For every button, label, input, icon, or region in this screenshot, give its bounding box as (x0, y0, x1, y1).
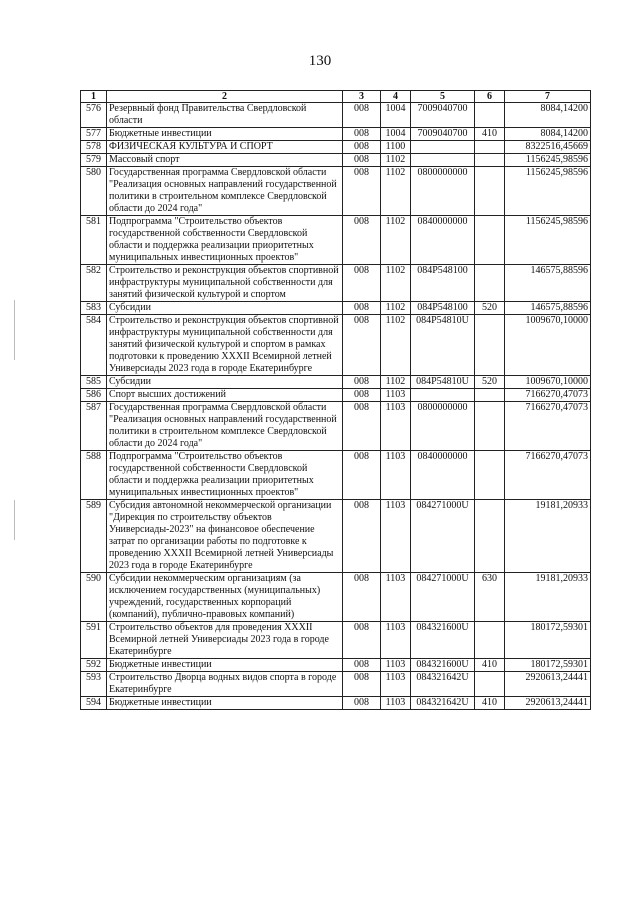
item-name: Бюджетные инвестиции (107, 697, 343, 710)
expense-type-code: 520 (475, 302, 505, 315)
target-article-code (411, 154, 475, 167)
table-row (81, 141, 591, 154)
ministry-code: 008 (343, 128, 381, 141)
expense-type-code (475, 167, 505, 216)
item-name: Бюджетные инвестиции (107, 128, 343, 141)
table-row (81, 389, 591, 402)
section-code: 1100 (381, 141, 411, 154)
row-number: 591 (81, 622, 107, 659)
ministry-code: 008 (343, 154, 381, 167)
item-name: Подпрограмма "Строительство объектов государственной собственности Свердловской области и поддержка реализации приоритетных муниципальных инвестиционных проектов" (107, 451, 343, 500)
margin-mark (14, 300, 15, 360)
section-code: 1103 (381, 500, 411, 573)
section-code: 1102 (381, 315, 411, 376)
ministry-code: 008 (343, 389, 381, 402)
section-code: 1103 (381, 573, 411, 622)
table-row (81, 500, 591, 573)
section-code: 1103 (381, 622, 411, 659)
table-row (81, 315, 591, 376)
target-article-code: 084321642U (411, 672, 475, 697)
header-row (81, 91, 591, 103)
target-article-code: 7009040700 (411, 128, 475, 141)
section-code: 1102 (381, 216, 411, 265)
row-number: 577 (81, 128, 107, 141)
ministry-code: 008 (343, 402, 381, 451)
target-article-code: 7009040700 (411, 103, 475, 128)
table-row (81, 265, 591, 302)
expense-type-code (475, 103, 505, 128)
table-row (81, 128, 591, 141)
section-code: 1102 (381, 265, 411, 302)
amount: 1156245,98596 (505, 167, 591, 216)
expense-type-code (475, 154, 505, 167)
target-article-code: 084321600U (411, 659, 475, 672)
item-name: Субсидии некоммерческим организациям (за исключением государственных (муниципальных) учреждений, государственных корпораций (компаний), публично-правовых компаний) (107, 573, 343, 622)
target-article-code (411, 389, 475, 402)
amount: 180172,59301 (505, 659, 591, 672)
ministry-code: 008 (343, 659, 381, 672)
table-body (81, 103, 591, 710)
item-name: ФИЗИЧЕСКАЯ КУЛЬТУРА И СПОРТ (107, 141, 343, 154)
row-number: 592 (81, 659, 107, 672)
ministry-code: 008 (343, 216, 381, 265)
expense-type-code: 630 (475, 573, 505, 622)
amount: 19181,20933 (505, 573, 591, 622)
amount: 8084,14200 (505, 128, 591, 141)
table-row (81, 302, 591, 315)
item-name: Резервный фонд Правительства Свердловской области (107, 103, 343, 128)
target-article-code: 0800000000 (411, 167, 475, 216)
item-name: Субсидии (107, 302, 343, 315)
row-number: 578 (81, 141, 107, 154)
table-row (81, 376, 591, 389)
expense-type-code: 410 (475, 128, 505, 141)
row-number: 588 (81, 451, 107, 500)
section-code: 1103 (381, 451, 411, 500)
page-number: 130 (308, 53, 332, 69)
ministry-code: 008 (343, 697, 381, 710)
table-row (81, 622, 591, 659)
row-number: 587 (81, 402, 107, 451)
item-name: Строительство Дворца водных видов спорта в городе Екатеринбурге (107, 672, 343, 697)
ministry-code: 008 (343, 103, 381, 128)
amount: 2920613,24441 (505, 672, 591, 697)
amount: 146575,88596 (505, 265, 591, 302)
row-number: 589 (81, 500, 107, 573)
ministry-code: 008 (343, 573, 381, 622)
section-code: 1004 (381, 128, 411, 141)
table-row (81, 154, 591, 167)
amount: 146575,88596 (505, 302, 591, 315)
expense-type-code (475, 389, 505, 402)
section-code: 1004 (381, 103, 411, 128)
amount: 8322516,45669 (505, 141, 591, 154)
table-row (81, 451, 591, 500)
column-header: 5 (411, 91, 475, 103)
amount: 7166270,47073 (505, 451, 591, 500)
amount: 1156245,98596 (505, 216, 591, 265)
ministry-code: 008 (343, 302, 381, 315)
expense-type-code (475, 672, 505, 697)
expense-type-code (475, 402, 505, 451)
ministry-code: 008 (343, 315, 381, 376)
section-code: 1102 (381, 302, 411, 315)
ministry-code: 008 (343, 451, 381, 500)
amount: 7166270,47073 (505, 402, 591, 451)
expense-type-code (475, 451, 505, 500)
expense-type-code (475, 141, 505, 154)
item-name: Бюджетные инвестиции (107, 659, 343, 672)
item-name: Спорт высших достижений (107, 389, 343, 402)
row-number: 584 (81, 315, 107, 376)
section-code: 1103 (381, 672, 411, 697)
target-article-code: 084271000U (411, 500, 475, 573)
section-code: 1102 (381, 376, 411, 389)
column-header: 3 (343, 91, 381, 103)
row-number: 593 (81, 672, 107, 697)
item-name: Субсидия автономной некоммерческой организации "Дирекция по строительству объектов Универсиады-2023" на финансовое обеспечение затрат по организации работы по подготовке к проведению XXXII Всемирной летней Универсиады 2023 года в городе Екатеринбурге (107, 500, 343, 573)
ministry-code: 008 (343, 500, 381, 573)
table-row (81, 402, 591, 451)
row-number: 576 (81, 103, 107, 128)
section-code: 1103 (381, 402, 411, 451)
target-article-code: 0840000000 (411, 451, 475, 500)
ministry-code: 008 (343, 672, 381, 697)
target-article-code: 084321600U (411, 622, 475, 659)
amount: 2920613,24441 (505, 697, 591, 710)
amount: 7166270,47073 (505, 389, 591, 402)
target-article-code: 0800000000 (411, 402, 475, 451)
target-article-code: 084P54810U (411, 376, 475, 389)
expense-type-code (475, 216, 505, 265)
table-row (81, 167, 591, 216)
ministry-code: 008 (343, 622, 381, 659)
table-row (81, 216, 591, 265)
row-number: 580 (81, 167, 107, 216)
expense-type-code (475, 315, 505, 376)
column-header: 1 (81, 91, 107, 103)
amount: 1156245,98596 (505, 154, 591, 167)
section-code: 1103 (381, 697, 411, 710)
item-name: Государственная программа Свердловской области "Реализация основных направлений государственной политики в строительном комплексе Свердловской области до 2024 года" (107, 167, 343, 216)
amount: 19181,20933 (505, 500, 591, 573)
expense-type-code (475, 622, 505, 659)
target-article-code: 0840000000 (411, 216, 475, 265)
row-number: 582 (81, 265, 107, 302)
column-header: 7 (505, 91, 591, 103)
row-number: 581 (81, 216, 107, 265)
ministry-code: 008 (343, 376, 381, 389)
section-code: 1102 (381, 154, 411, 167)
item-name: Строительство объектов для проведения XXXII Всемирной летней Универсиады 2023 года в городе Екатеринбурге (107, 622, 343, 659)
table-row (81, 672, 591, 697)
target-article-code: 084P548100 (411, 265, 475, 302)
item-name: Строительство и реконструкция объектов спортивной инфраструктуры муниципальной собственности для занятий физической культурой и спортом в рамках подготовки к проведению XXXII Всемирной летней Универсиады 2023 года в городе Екатеринбурге (107, 315, 343, 376)
budget-table (80, 90, 591, 710)
target-article-code: 084P54810U (411, 315, 475, 376)
expense-type-code (475, 500, 505, 573)
row-number: 585 (81, 376, 107, 389)
table-row (81, 697, 591, 710)
section-code: 1103 (381, 389, 411, 402)
table-row (81, 103, 591, 128)
row-number: 579 (81, 154, 107, 167)
margin-mark (14, 500, 15, 540)
column-header: 4 (381, 91, 411, 103)
expense-type-code (475, 265, 505, 302)
column-header: 2 (107, 91, 343, 103)
ministry-code: 008 (343, 167, 381, 216)
expense-type-code: 410 (475, 659, 505, 672)
row-number: 594 (81, 697, 107, 710)
amount: 1009670,10000 (505, 315, 591, 376)
item-name: Строительство и реконструкция объектов спортивной инфраструктуры муниципальной собственности для занятий физической культурой и спортом (107, 265, 343, 302)
row-number: 590 (81, 573, 107, 622)
item-name: Подпрограмма "Строительство объектов государственной собственности Свердловской области и поддержка реализации приоритетных муниципальных инвестиционных проектов" (107, 216, 343, 265)
item-name: Субсидии (107, 376, 343, 389)
target-article-code: 084P548100 (411, 302, 475, 315)
ministry-code: 008 (343, 265, 381, 302)
target-article-code (411, 141, 475, 154)
expense-type-code: 410 (475, 697, 505, 710)
row-number: 586 (81, 389, 107, 402)
section-code: 1103 (381, 659, 411, 672)
amount: 1009670,10000 (505, 376, 591, 389)
item-name: Государственная программа Свердловской области "Реализация основных направлений государственной политики в строительном комплексе Свердловской области до 2024 года" (107, 402, 343, 451)
section-code: 1102 (381, 167, 411, 216)
amount: 180172,59301 (505, 622, 591, 659)
ministry-code: 008 (343, 141, 381, 154)
table-row (81, 573, 591, 622)
target-article-code: 084271000U (411, 573, 475, 622)
target-article-code: 084321642U (411, 697, 475, 710)
column-header: 6 (475, 91, 505, 103)
item-name: Массовый спорт (107, 154, 343, 167)
amount: 8084,14200 (505, 103, 591, 128)
expense-type-code: 520 (475, 376, 505, 389)
table-row (81, 659, 591, 672)
row-number: 583 (81, 302, 107, 315)
